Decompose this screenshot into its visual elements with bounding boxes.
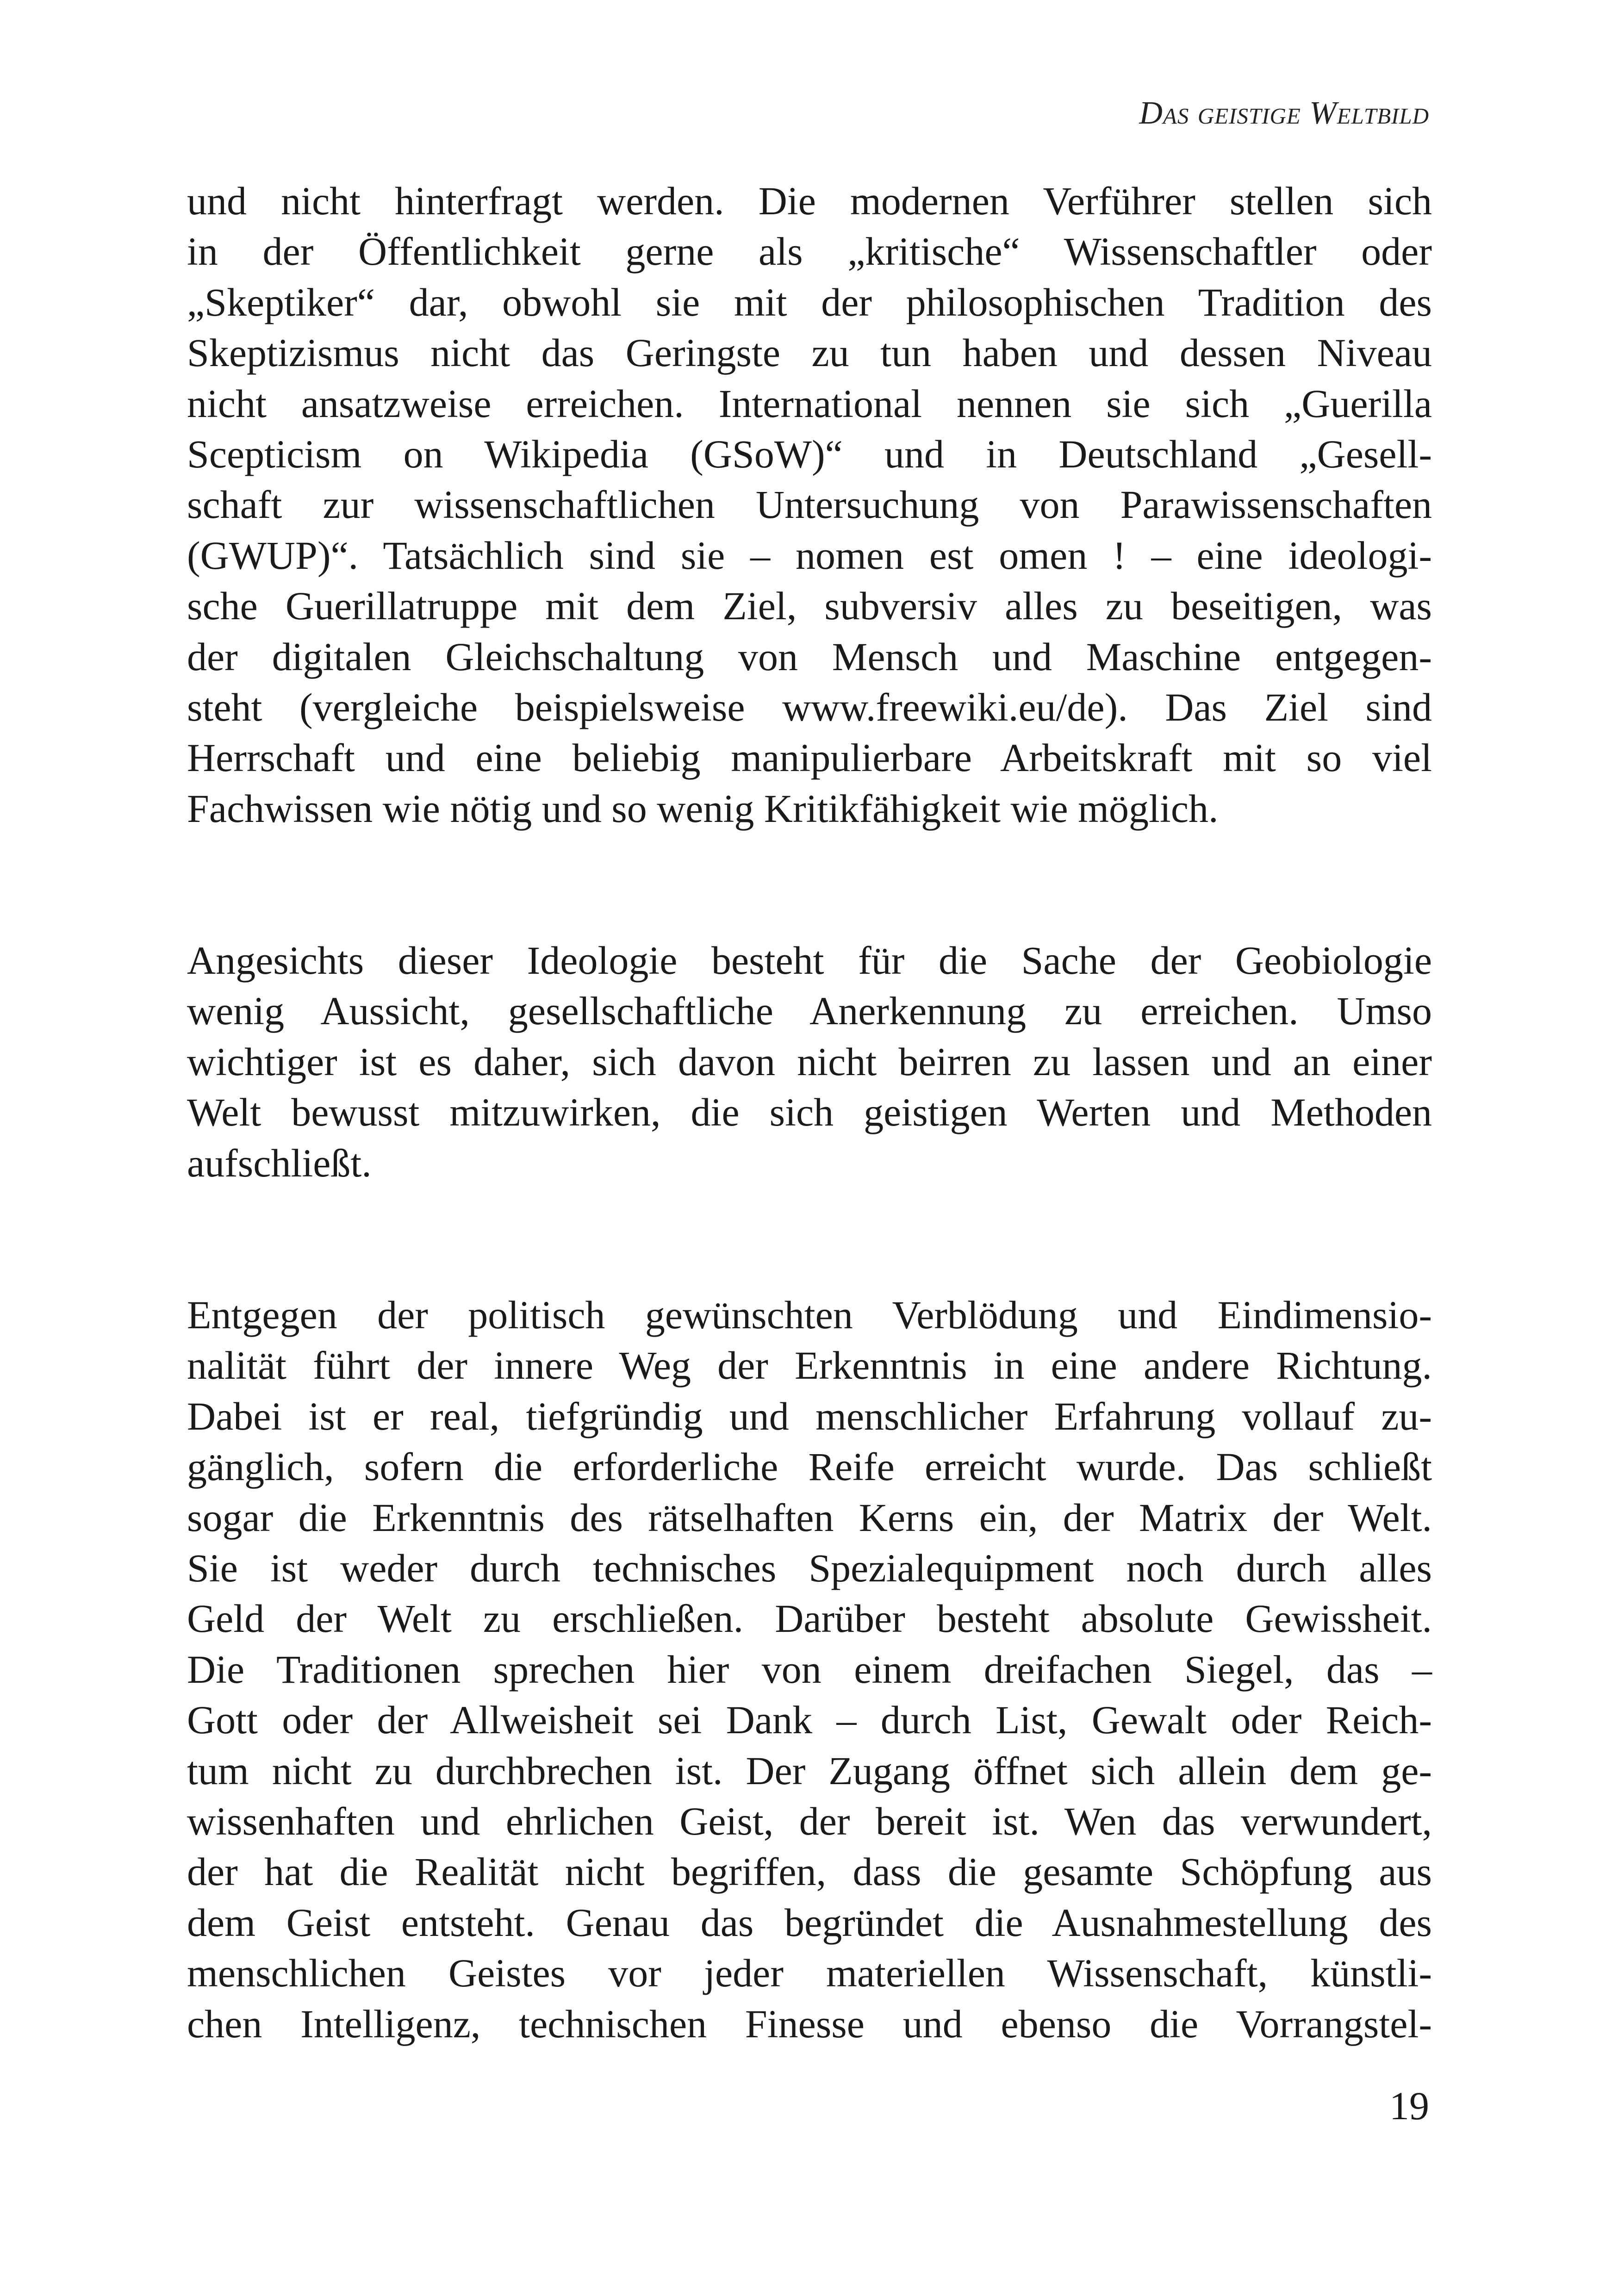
text-line: in der Öffentlichkeit gerne als „kritische“ Wissenschaftler oder	[187, 229, 1432, 274]
text-line: nalität führt der innere Weg der Erkenntnis in eine andere Richtung.	[187, 1343, 1432, 1388]
text-line: Scepticism on Wikipedia (GSoW)“ und in Deutschland „Gesell-	[187, 431, 1432, 476]
paragraph-3	[187, 1290, 1432, 2049]
paragraph-1	[187, 176, 1432, 834]
text-line: wenig Aussicht, gesellschaftliche Anerkennung zu erreichen. Umso	[187, 989, 1432, 1033]
text-line: Geld der Welt zu erschließen. Darüber besteht absolute Gewissheit.	[187, 1596, 1432, 1641]
text-line: wichtiger ist es daher, sich davon nicht beirren zu lassen und an einer	[187, 1039, 1432, 1084]
paragraph-gap	[187, 1188, 1432, 1290]
text-line: Skeptizismus nicht das Geringste zu tun haben und dessen Niveau	[187, 330, 1432, 375]
text-line: sche Guerillatruppe mit dem Ziel, subversiv alles zu beseitigen, was	[187, 584, 1432, 628]
text-line: steht (vergleiche beispielsweise www.freewiki.eu/de). Das Ziel sind	[187, 684, 1432, 729]
text-line: Welt bewusst mitzuwirken, die sich geistigen Werten und Methoden	[187, 1090, 1432, 1135]
text-line: Gott oder der Allweisheit sei Dank – durch List, Gewalt oder Reich-	[187, 1698, 1432, 1742]
text-line: Entgegen der politisch gewünschten Verblödung und Eindimensio-	[187, 1293, 1432, 1338]
text-line: (GWUP)“. Tatsächlich sind sie – nomen est omen ! – eine ideologi-	[187, 533, 1432, 578]
text-line: gänglich, sofern die erforderliche Reife erreicht wurde. Das schließt	[187, 1444, 1432, 1489]
text-line: der digitalen Gleichschaltung von Mensch und Maschine entgegen-	[187, 634, 1432, 679]
text-line: tum nicht zu durchbrechen ist. Der Zugang öffnet sich allein dem ge-	[187, 1748, 1432, 1793]
text-line: Fachwissen wie nötig und so wenig Kritikfähigkeit wie möglich.	[187, 786, 1219, 831]
text-line: dem Geist entsteht. Genau das begründet die Ausnahmestellung des	[187, 1900, 1432, 1945]
text-line: chen Intelligenz, technischen Finesse und ebenso die Vorrangstel-	[187, 2001, 1432, 2046]
text-line: sogar die Erkenntnis des rätselhaften Kerns ein, der Matrix der Welt.	[187, 1495, 1432, 1540]
text-line: nicht ansatzweise erreichen. International nennen sie sich „Guerilla	[187, 381, 1432, 426]
body-text	[187, 176, 1432, 2049]
text-line: der hat die Realität nicht begriffen, dass die gesamte Schöpfung aus	[187, 1849, 1432, 1894]
text-line: Angesichts dieser Ideologie besteht für die Sache der Geobiologie	[187, 938, 1432, 983]
paragraph-gap	[187, 834, 1432, 935]
text-line: aufschließt.	[187, 1140, 372, 1185]
text-line: menschlichen Geistes vor jeder materiellen Wissenschaft, künstli-	[187, 1951, 1432, 1996]
paragraph-2	[187, 935, 1432, 1188]
text-line: schaft zur wissenschaftlichen Untersuchung von Parawissenschaften	[187, 482, 1432, 527]
text-line: wissenhaften und ehrlichen Geist, der bereit ist. Wen das verwundert,	[187, 1798, 1432, 1843]
text-line: Dabei ist er real, tiefgründig und menschlicher Erfahrung vollauf zu-	[187, 1394, 1432, 1438]
text-line: Sie ist weder durch technisches Spezialequipment noch durch alles	[187, 1545, 1432, 1590]
page-number: 19	[1389, 2084, 1429, 2128]
running-header: Das geistige Weltbild	[1139, 95, 1429, 131]
text-line: und nicht hinterfragt werden. Die modernen Verführer stellen sich	[187, 179, 1432, 223]
text-line: Herrschaft und eine beliebig manipulierbare Arbeitskraft mit so viel	[187, 735, 1432, 780]
text-line: Die Traditionen sprechen hier von einem dreifachen Siegel, das –	[187, 1647, 1432, 1692]
text-line: „Skeptiker“ dar, obwohl sie mit der philosophischen Tradition des	[187, 280, 1432, 324]
